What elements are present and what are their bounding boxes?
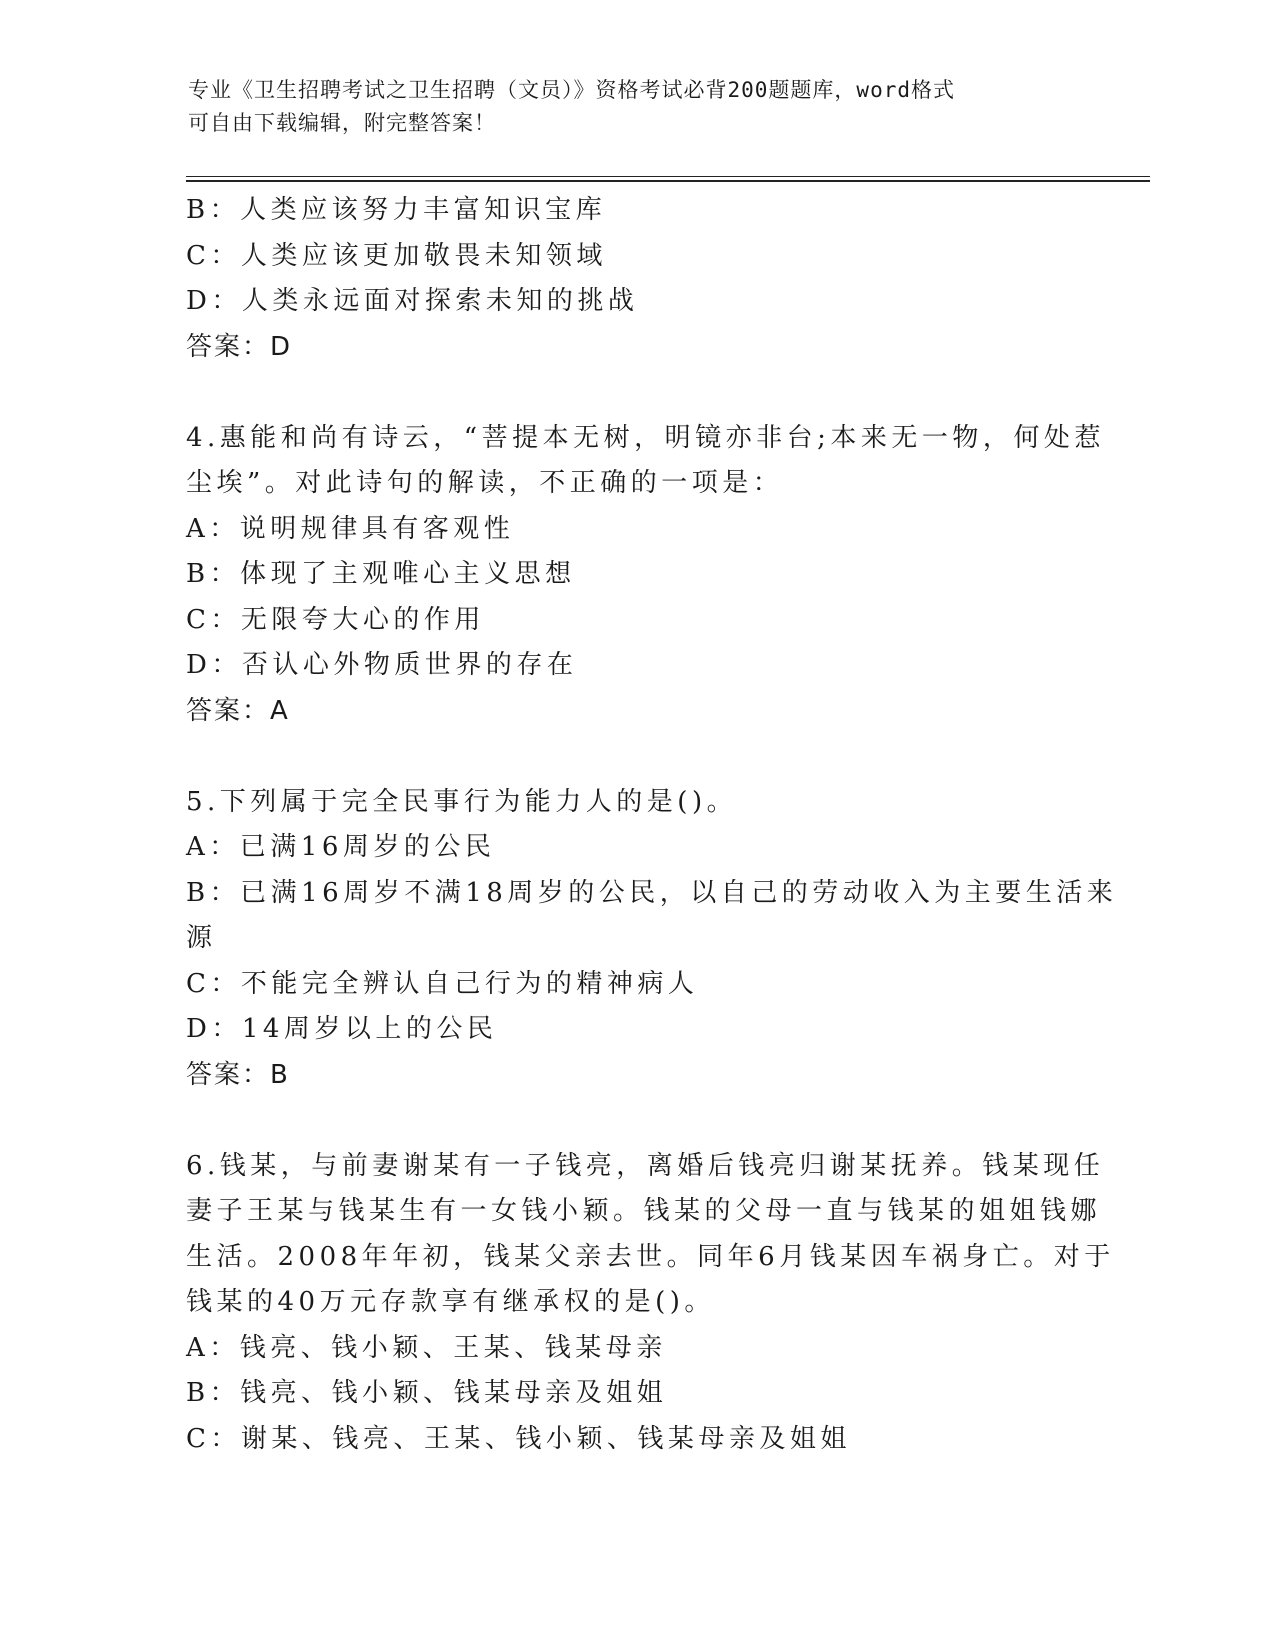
answer-line: 答案：A <box>186 695 290 726</box>
question-5 <box>186 780 1118 1099</box>
question-stem: 尘埃”。对此诗句的解读，不正确的一项是： <box>186 468 784 498</box>
option-b: B：钱亮、钱小颖、钱某母亲及姐姐 <box>186 1378 668 1408</box>
option-c: C：无限夸大心的作用 <box>186 604 485 635</box>
header-title-line-1: 专业《卫生招聘考试之卫生招聘（文员）》资格考试必背200题题库，word格式 <box>188 78 955 102</box>
page-header <box>188 74 1068 140</box>
header-title-line-2: 可自由下载编辑，附完整答案！ <box>188 111 496 135</box>
question-stem: 钱某的40万元存款享有继承权的是()。 <box>186 1287 715 1317</box>
question-stem: 4.惠能和尚有诗云，“菩提本无树，明镜亦非台;本来无一物，何处惹 <box>186 422 1105 453</box>
option-b: B：已满16周岁不满18周岁的公民，以自己的劳动收入为主要生活来 <box>186 877 1118 908</box>
option-b-continued: 源 <box>186 923 217 953</box>
option-b: B：人类应该努力丰富知识宝库 <box>186 195 607 225</box>
question-stem: 妻子王某与钱某生有一女钱小颖。钱某的父母一直与钱某的姐姐钱娜 <box>186 1196 1102 1226</box>
option-d: D：人类永远面对探索未知的挑战 <box>186 286 639 316</box>
question-4 <box>186 416 1105 735</box>
question-3-continued <box>186 188 1086 370</box>
question-stem: 6.钱某，与前妻谢某有一子钱亮，离婚后钱亮归谢某抚养。钱某现任 <box>186 1150 1105 1181</box>
header-divider-thin <box>186 176 1150 177</box>
option-d: D：14周岁以上的公民 <box>186 1014 498 1044</box>
question-stem: 生活。2008年年初，钱某父亲去世。同年6月钱某因车祸身亡。对于 <box>186 1241 1115 1272</box>
option-c: C：不能完全辨认自己行为的精神病人 <box>186 968 699 999</box>
option-a: A：说明规律具有客观性 <box>186 513 515 544</box>
option-c: C：谢某、钱亮、王某、钱小颖、钱某母亲及姐姐 <box>186 1423 851 1454</box>
option-c: C：人类应该更加敬畏未知领域 <box>186 240 607 271</box>
question-list <box>186 188 1118 1462</box>
spacer <box>186 1098 1086 1144</box>
header-divider-thick <box>186 180 1150 182</box>
question-stem: 5.下列属于完全民事行为能力人的是()。 <box>186 786 738 817</box>
option-b: B：体现了主观唯心主义思想 <box>186 559 576 589</box>
question-6 <box>186 1144 1115 1463</box>
option-a: A：已满16周岁的公民 <box>186 832 496 862</box>
option-d: D：否认心外物质世界的存在 <box>186 650 578 680</box>
option-a: A：钱亮、钱小颖、王某、钱某母亲 <box>186 1332 667 1363</box>
spacer <box>186 370 1086 416</box>
spacer <box>186 734 1086 780</box>
answer-line: 答案：D <box>186 331 293 362</box>
answer-line: 答案：B <box>186 1059 290 1090</box>
